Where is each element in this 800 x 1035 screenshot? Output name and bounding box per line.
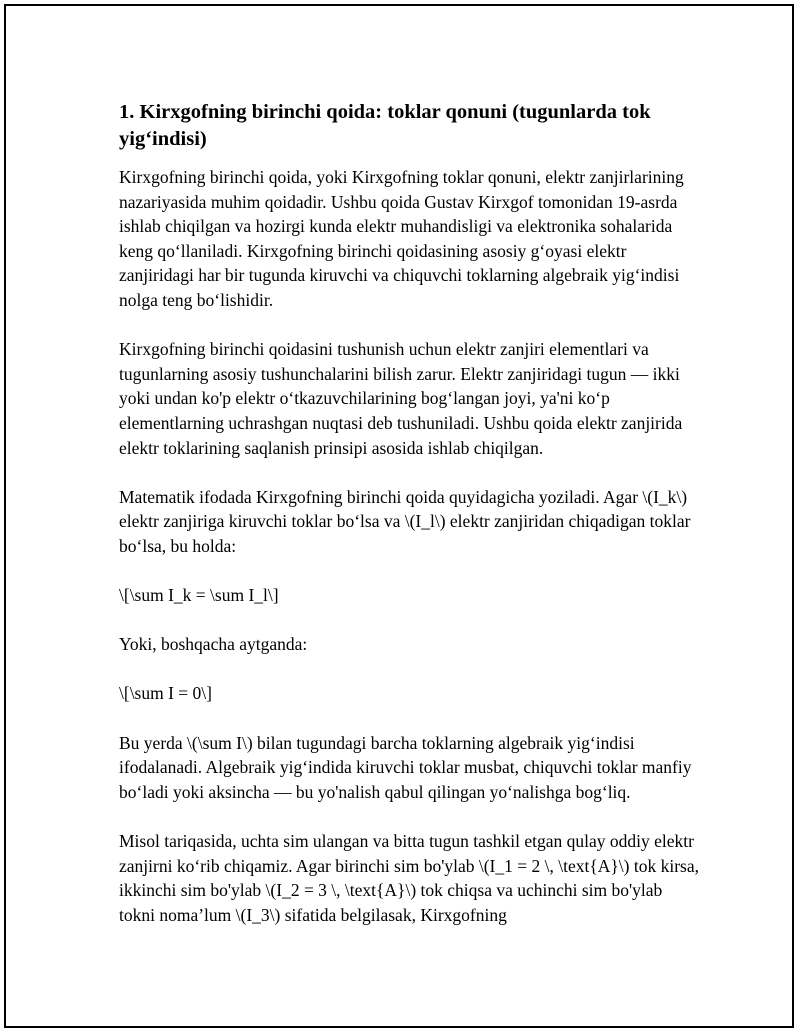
document-body [119, 99, 699, 952]
paragraph-node-definition: Kirxgofning birinchi qoidasini tushunish uchun elektr zanjiri elementlari va tugunlarning asosiy tushunchalarini bilish zarur. Elektr zanjiridagi tugun — ikki yoki undan ko'p elektr o‘tkazuvchilarining bog‘langan joyi, ya'ni ko‘p elementlarning uchrashgan nuqtasi deb tushuniladi. Ushbu qoida elektr zanjirida elektr toklarining saqlanish prinsipi asosida ishlab chiqilgan. [119, 339, 683, 458]
page-frame [4, 4, 794, 1028]
formula-sum-zero: \[\sum I = 0\] [119, 683, 212, 704]
formula-sum-equality: \[\sum I_k = \sum I_l\] [119, 585, 279, 606]
paragraph-intro: Kirxgofning birinchi qoida, yoki Kirxgofning toklar qonuni, elektr zanjirlarining nazariyasida muhim qoidadir. Ushbu qoida Gustav Kirxgof tomonidan 19-asrda ishlab chiqilgan va hozirgi kunda elektr muhandisligi va elektronika sohalarida keng qo‘llaniladi. Kirxgofning birinchi qoidasining asosiy g‘oyasi elektr zanjiridagi har bir tugunda kiruvchi va chiquvchi toklarning algebraik yig‘indisi nolga teng bo‘lishidir. [119, 167, 684, 310]
section-heading: 1. Kirxgofning birinchi qoida: toklar qonuni (tugunlarda tok yig‘indisi) [119, 101, 651, 150]
paragraph-algebraic-sum: Bu yerda \(\sum I\) bilan tugundagi barcha toklarning algebraik yig‘indisi ifodalanadi. Algebraik yig‘indida kiruvchi toklar musbat, chiquvchi toklar manfiy bo‘ladi yoki aksincha — bu yo'nalish qabul qilingan yo‘nalishga bog‘liq. [119, 732, 692, 802]
paragraph-math-intro: Matematik ifodada Kirxgofning birinchi qoida quyidagicha yoziladi. Agar \(I_k\) elektr zanjiriga kiruvchi toklar bo‘lsa va \(I_l\) elektr zanjiridan chiqadigan toklar bo‘lsa, bu holda: [119, 486, 691, 556]
paragraph-example: Misol tariqasida, uchta sim ulangan va bitta tugun tashkil etgan qulay oddiy elektr zanjirni ko‘rib chiqamiz. Agar birinchi sim bo'ylab \(I_1 = 2 \, \text{A}\) tok kirsa, ikkinchi sim bo'ylab \(I_2 = 3 \, \text{A}\) tok chiqsa va uchinchi sim bo'ylab tokni noma’lum \(I_3\) sifatida belgilasak, Kirxgofning [119, 831, 699, 925]
paragraph-alternative: Yoki, boshqacha aytganda: [119, 634, 308, 655]
